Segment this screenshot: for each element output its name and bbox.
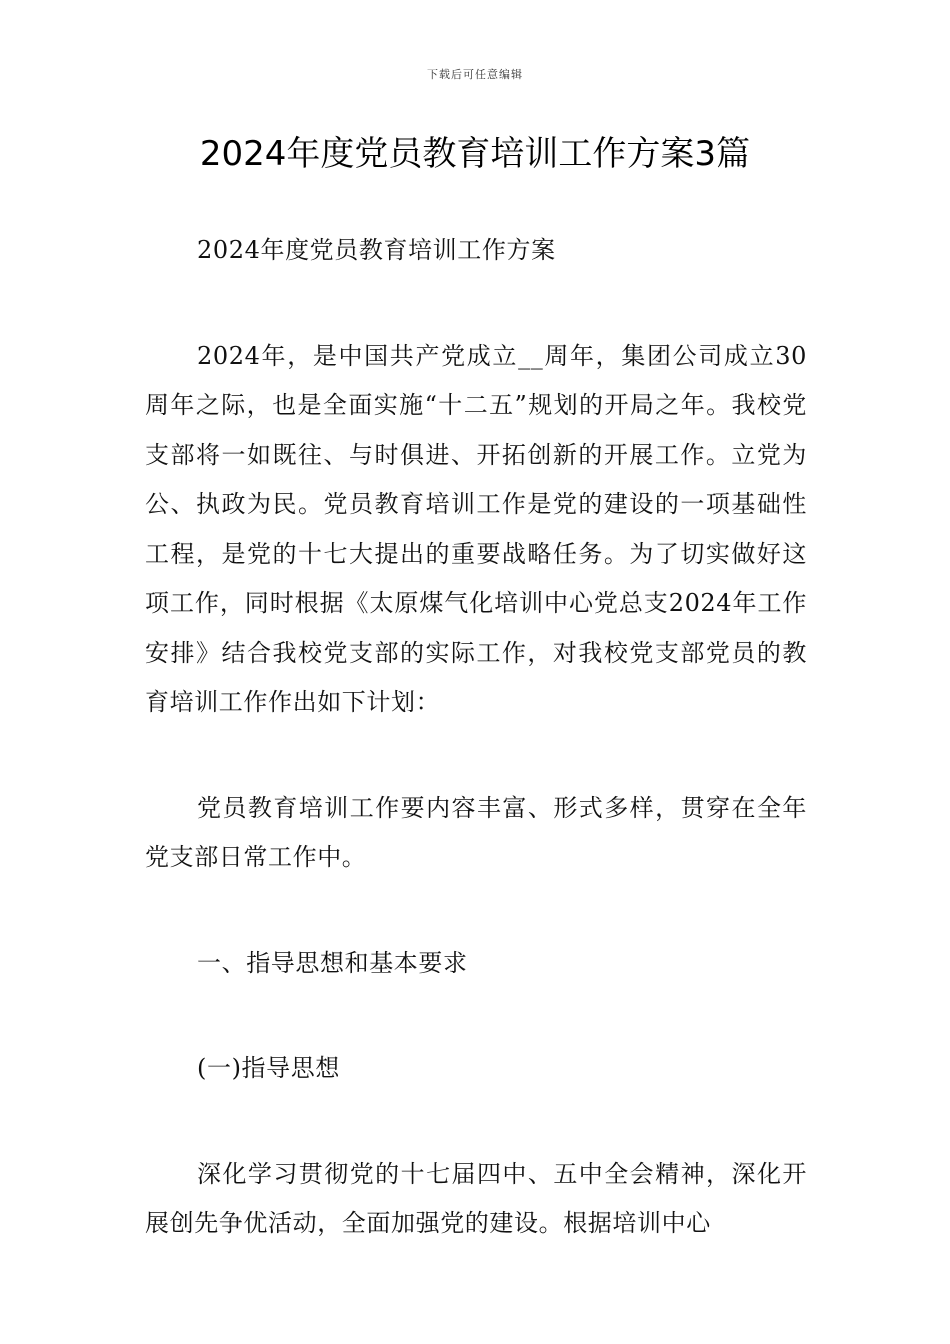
paragraph-spacer <box>145 883 807 939</box>
section-heading-1: 一、指导思想和基本要求 <box>197 948 468 977</box>
subsection-heading-1-1: (一)指导思想 <box>197 1054 340 1082</box>
paragraph-spacer <box>145 728 807 784</box>
summary-paragraph: 党员教育培训工作要内容丰富、形式多样，贯穿在全年党支部日常工作中。 <box>145 793 807 871</box>
intro-paragraph: 2024年，是中国共产党成立__周年，集团公司成立30周年之际，也是全面实施“十二五”规划的开局之年。我校党支部将一如既往、与时俱进、开拓创新的开展工作。立党为公、执政为民。党员教育培训工作是党的建设的一项基础性工程，是党的十七大提出的重要战略任务。为了切实做好这项工作，同时根据《太原煤气化培训中心党总支2024年工作安排》结合我校党支部的实际工作，对我校党支部党员的教育培训工作作出如下计划： <box>145 341 807 716</box>
subtitle-paragraph: 2024年度党员教育培训工作方案 <box>197 236 556 264</box>
paragraph-spacer <box>145 988 807 1044</box>
document-title: 2024年度党员教育培训工作方案3篇 <box>199 134 751 174</box>
body-paragraph: 深化学习贯彻党的十七届四中、五中全会精神，深化开展创先争优活动，全面加强党的建设。根据培训中心 <box>145 1159 807 1237</box>
header-note: 下载后可任意编辑 <box>427 68 523 81</box>
paragraph-spacer <box>145 276 807 332</box>
document-body <box>145 226 807 1249</box>
paragraph-spacer <box>145 1094 807 1150</box>
